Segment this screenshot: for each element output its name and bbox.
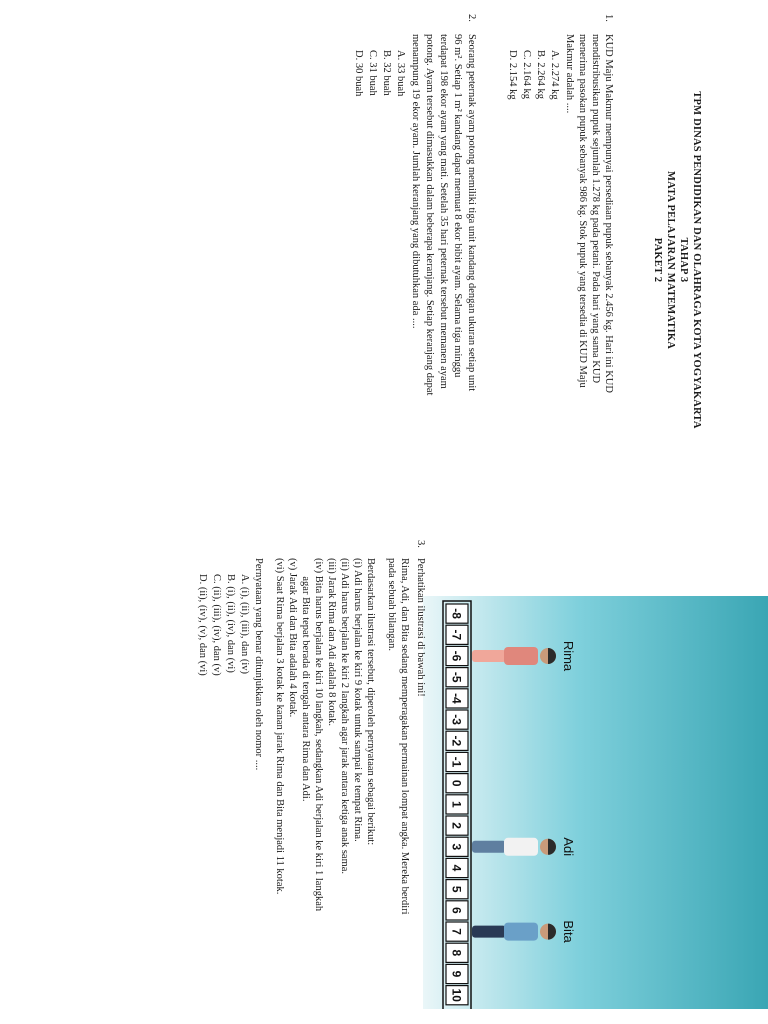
number-label: 9 [449,970,464,978]
number-label: 0 [449,779,464,787]
statement-iv-line-2: agar Bita tepat berada di tengah antara Rima dan Adi. [300,558,311,802]
question-3-prompt: Pernyataan yang benar ditunjukkan oleh nomor .... [253,558,264,771]
question-2-option-c[interactable]: C. 31 buah [367,50,378,96]
number-line [443,601,471,1009]
question-3-para-1-line-1: Rima, Adi, dan Bita sedang memperagakan permainan lompat angka. Mereka berdiri [399,558,410,915]
question-3-para-1-line-2: pada sebuah bilangan. [386,558,397,652]
header-line-4: PAKET 2 [652,237,663,283]
statement-vi: (vi) Saat Rima berjalan 3 kotak ke kanan jarak Rima dan Bita menjadi 11 kotak. [274,558,285,895]
question-1-option-a[interactable]: A. 2.274 kg [549,50,560,100]
right-column [0,540,768,1024]
bita-name-label: Bita [561,920,576,943]
number-label: 1 [449,801,464,808]
header-line-2: TAHAP 3 [678,237,689,283]
rima-name-label: Rima [561,640,576,672]
number-label: -3 [449,714,464,725]
statement-iii: (iii) Jarak Rima dan Adi adalah 8 kotak. [326,558,337,726]
number-label: -5 [449,671,464,683]
number-label: -6 [449,650,464,662]
number-label: -1 [449,756,464,768]
question-1-line-1: KUD Maju Makmur mempunyai persediaan pupuk sebanyak 2.456 kg. Hari ini KUD [603,34,614,393]
number-label: 8 [449,949,464,957]
question-3-option-a[interactable]: A. (i), (ii), (iii), dan (iv) [239,574,250,675]
question-2-line-3: terdapat 198 ekor ayam yang mati. Setelah 35 hari peternak tersebut memanen ayam [438,34,449,389]
number-line-illustration [423,596,768,1009]
number-label: -7 [449,629,464,641]
question-3-option-d[interactable]: D. (ii), (iv), (v), dan (vi) [197,574,208,676]
header-line-3: MATA PELAJARAN MATEMATIKA [665,170,676,350]
number-label: 4 [449,864,464,872]
statement-i: (i) Adi harus berjalan ke kiri 9 kotak untuk sampai ke tempat Rima. [352,558,363,842]
number-label: -8 [449,608,464,619]
number-label: -4 [449,693,464,704]
illustration-svg [423,596,768,1009]
question-2-option-b[interactable]: B. 32 buah [381,50,392,96]
question-3-option-c[interactable]: C. (ii), (iii), (iv), dan (v) [211,574,222,676]
question-1-line-3: menerima pasokan pupuk sebanyak 986 kg. Stok pupuk yang tersedia di KUD Maju [577,34,588,388]
number-label: 3 [449,843,464,851]
statement-ii: (ii) Adi harus berjalan ke kiri 2 langkah agar jarak antara ketiga anak sama. [339,558,350,875]
question-2-line-4: potong. Ayam tersebut dimasukkan dalam beberapa keranjang. Setiap keranjang dapat [424,34,435,396]
question-2-number: 2. [466,14,477,22]
question-3-para-2-intro: Berdasarkan ilustrasi tersebut, diperoleh pernyataan sebagai berikut: [365,558,376,846]
question-1-number: 1. [603,14,614,22]
statement-iv-line-1: (iv) Bita harus berjalan ke kiri 10 langkah, sedangkan Adi berjalan ke kiri 1 langkah [313,558,324,912]
question-1-line-4: Makmur adalah .... [564,34,575,114]
question-2-option-a[interactable]: A. 33 buah [395,50,406,97]
question-2-line-2: 96 m². Setiap 1 m² kandang dapat memuat 8 ekor bibit ayam. Selama tiga minggu [452,34,463,378]
question-3-number: 3. [415,540,426,548]
question-2-option-d[interactable]: D. 30 buah [353,50,364,97]
number-label: 7 [449,928,464,935]
number-label: 2 [449,822,464,829]
number-label: -2 [449,735,464,747]
statement-v: (v) Jarak Adi dan Bita adalah 4 kotak. [287,558,298,718]
adi-name-label: Adi [561,837,576,857]
question-3-option-b[interactable]: B. (i), (ii), (iv), dan (vi) [225,574,236,673]
question-2-line-1: Seorang peternak ayam potong memiliki tiga unit kandang dengan ukuran setiap unit [466,34,477,392]
number-label: 5 [449,885,464,893]
number-label: 10 [449,988,464,1002]
question-3-intro: Perhatikan ilustrasi di bawah ini! [415,558,426,697]
question-1-option-d[interactable]: D. 2.154 kg [507,50,518,100]
question-2-line-5: menampung 19 ekor ayam. Jumlah keranjang yang dibutuhkan ada .... [410,34,421,329]
header-line-1: TPM DINAS PENDIDIKAN DAN OLAHRAGA KOTA YOGYAKARTA [691,91,702,429]
number-label: 6 [449,907,464,914]
question-1-line-2: mendistribusikan pupuk sejumlah 1.278 kg pada petani. Pada hari yang sama KUD [590,34,601,384]
question-1-option-c[interactable]: C. 2.164 kg [521,50,532,100]
question-1-option-b[interactable]: B. 2.264 kg [535,50,546,100]
